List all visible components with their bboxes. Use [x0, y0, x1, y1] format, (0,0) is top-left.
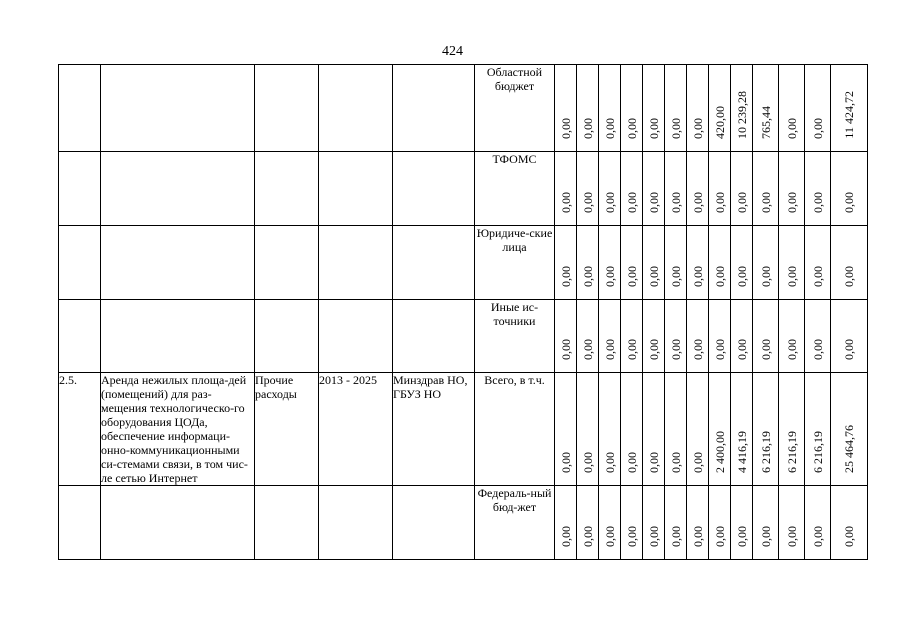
- value-text: 0,00: [602, 118, 617, 139]
- value-cell: [621, 65, 643, 152]
- value-text: 0,00: [558, 118, 573, 139]
- value-cell: [577, 486, 599, 560]
- value-cell: [599, 486, 621, 560]
- value-text: 0,00: [842, 266, 856, 287]
- value-cell: [753, 152, 779, 226]
- value-text: 0,00: [810, 192, 825, 213]
- value-cell: [577, 65, 599, 152]
- value-cell: [577, 373, 599, 486]
- value-text: 0,00: [624, 452, 639, 473]
- value-text: 0,00: [580, 526, 595, 547]
- event-name-cell: [101, 65, 255, 152]
- value-cell: [753, 65, 779, 152]
- expense-type-cell: [255, 226, 319, 300]
- value-cell: [665, 486, 687, 560]
- value-cell: [831, 65, 868, 152]
- value-cell: [555, 226, 577, 300]
- value-cell: [731, 152, 753, 226]
- value-cell: [577, 152, 599, 226]
- value-cell: [831, 152, 868, 226]
- value-text: 0,00: [646, 526, 661, 547]
- value-cell: [779, 373, 805, 486]
- value-text: 765,44: [758, 106, 773, 139]
- table-row: [59, 65, 868, 152]
- value-cell: [643, 152, 665, 226]
- value-cell: [687, 373, 709, 486]
- value-text: 0,00: [842, 339, 856, 360]
- value-text: 0,00: [558, 192, 573, 213]
- value-text: 0,00: [734, 339, 749, 360]
- value-text: 4 416,19: [734, 431, 749, 473]
- value-text: 0,00: [734, 266, 749, 287]
- funding-source-cell: Иные ис-точники: [475, 300, 555, 373]
- executor-cell: [393, 65, 475, 152]
- value-text: 0,00: [668, 339, 683, 360]
- expense-type-cell: [255, 152, 319, 226]
- value-text: 0,00: [602, 192, 617, 213]
- value-text: 0,00: [668, 526, 683, 547]
- value-text: 0,00: [602, 266, 617, 287]
- value-cell: [779, 226, 805, 300]
- funding-source-cell: ТФОМС: [475, 152, 555, 226]
- value-cell: [665, 152, 687, 226]
- value-text: 0,00: [624, 526, 639, 547]
- value-text: 0,00: [646, 452, 661, 473]
- value-text: 0,00: [734, 192, 749, 213]
- value-cell: [687, 152, 709, 226]
- period-cell: [319, 152, 393, 226]
- value-cell: [779, 65, 805, 152]
- value-text: 0,00: [558, 526, 573, 547]
- value-text: 0,00: [580, 266, 595, 287]
- value-text: 0,00: [810, 118, 825, 139]
- value-cell: [643, 226, 665, 300]
- value-cell: [665, 300, 687, 373]
- value-text: 6 216,19: [784, 431, 799, 473]
- event-name-cell: Аренда нежилых площа-дей (помещений) для раз-мещения технологическо-го оборудования ЦОДа, обеспечение информаци-онно-коммуникационными си-стемами связи, в том чис-ле сетью Интернет: [101, 373, 255, 486]
- value-cell: [643, 486, 665, 560]
- value-text: 0,00: [842, 192, 856, 213]
- value-cell: [831, 486, 868, 560]
- value-text: 0,00: [558, 266, 573, 287]
- value-text: 0,00: [580, 339, 595, 360]
- value-text: 0,00: [784, 526, 799, 547]
- value-cell: [709, 373, 731, 486]
- value-cell: [555, 373, 577, 486]
- value-cell: [665, 226, 687, 300]
- value-text: 0,00: [784, 339, 799, 360]
- value-cell: [709, 152, 731, 226]
- table-row: [59, 152, 868, 226]
- value-text: 0,00: [758, 192, 773, 213]
- value-text: 0,00: [712, 266, 727, 287]
- value-text: 0,00: [624, 118, 639, 139]
- value-text: 0,00: [690, 192, 705, 213]
- row-number-cell: [59, 226, 101, 300]
- value-text: 0,00: [690, 526, 705, 547]
- value-cell: [805, 300, 831, 373]
- page-number: 424: [442, 44, 463, 59]
- value-text: 25 464,76: [842, 425, 856, 473]
- value-cell: [555, 152, 577, 226]
- value-text: 0,00: [734, 526, 749, 547]
- value-text: 10 239,28: [734, 91, 749, 139]
- value-text: 0,00: [668, 192, 683, 213]
- value-text: 0,00: [646, 192, 661, 213]
- period-cell: 2013 - 2025: [319, 373, 393, 486]
- value-text: 0,00: [668, 266, 683, 287]
- period-cell: [319, 486, 393, 560]
- value-cell: [805, 226, 831, 300]
- event-name-cell: [101, 486, 255, 560]
- value-text: 0,00: [758, 526, 773, 547]
- value-cell: [621, 486, 643, 560]
- value-cell: [687, 226, 709, 300]
- value-cell: [709, 300, 731, 373]
- table-row: [59, 373, 868, 486]
- executor-cell: [393, 152, 475, 226]
- value-cell: [665, 373, 687, 486]
- value-cell: [731, 226, 753, 300]
- funding-source-cell: Юридиче-ские лица: [475, 226, 555, 300]
- expense-type-cell: [255, 486, 319, 560]
- funding-source-cell: Областной бюджет: [475, 65, 555, 152]
- table-row: [59, 226, 868, 300]
- value-text: 0,00: [558, 339, 573, 360]
- value-cell: [643, 65, 665, 152]
- row-number-cell: 2.5.: [59, 373, 101, 486]
- value-cell: [805, 65, 831, 152]
- value-cell: [731, 300, 753, 373]
- row-number-cell: [59, 486, 101, 560]
- value-cell: [779, 486, 805, 560]
- executor-cell: Минздрав НО, ГБУЗ НО: [393, 373, 475, 486]
- value-cell: [555, 65, 577, 152]
- value-text: 0,00: [580, 118, 595, 139]
- value-cell: [709, 486, 731, 560]
- value-cell: [621, 373, 643, 486]
- executor-cell: [393, 300, 475, 373]
- value-text: 0,00: [784, 192, 799, 213]
- expense-type-cell: [255, 300, 319, 373]
- value-text: 6 216,19: [758, 431, 773, 473]
- period-cell: [319, 226, 393, 300]
- event-name-cell: [101, 226, 255, 300]
- value-text: 0,00: [602, 526, 617, 547]
- row-number-cell: [59, 152, 101, 226]
- value-cell: [753, 300, 779, 373]
- value-cell: [621, 152, 643, 226]
- value-cell: [731, 65, 753, 152]
- value-cell: [577, 226, 599, 300]
- value-text: 0,00: [712, 526, 727, 547]
- value-cell: [687, 65, 709, 152]
- row-number-cell: [59, 65, 101, 152]
- event-name-cell: [101, 152, 255, 226]
- value-cell: [779, 300, 805, 373]
- period-cell: [319, 65, 393, 152]
- value-text: 0,00: [668, 452, 683, 473]
- value-text: 0,00: [690, 339, 705, 360]
- value-text: 0,00: [690, 452, 705, 473]
- value-text: 0,00: [758, 266, 773, 287]
- value-text: 11 424,72: [842, 91, 856, 139]
- value-cell: [687, 300, 709, 373]
- table-row: [59, 300, 868, 373]
- value-text: 0,00: [712, 339, 727, 360]
- value-cell: [753, 373, 779, 486]
- value-cell: [753, 486, 779, 560]
- value-text: 0,00: [646, 339, 661, 360]
- value-text: 0,00: [712, 192, 727, 213]
- value-cell: [599, 152, 621, 226]
- value-text: 0,00: [690, 266, 705, 287]
- expense-type-cell: Прочие расходы: [255, 373, 319, 486]
- budget-table: [58, 64, 868, 560]
- value-cell: [779, 152, 805, 226]
- value-text: 0,00: [784, 266, 799, 287]
- executor-cell: [393, 226, 475, 300]
- value-text: 0,00: [668, 118, 683, 139]
- value-text: 0,00: [646, 266, 661, 287]
- value-text: 6 216,19: [810, 431, 825, 473]
- value-cell: [621, 226, 643, 300]
- value-cell: [665, 65, 687, 152]
- value-text: 0,00: [580, 192, 595, 213]
- value-cell: [643, 300, 665, 373]
- value-text: 0,00: [784, 118, 799, 139]
- value-cell: [731, 486, 753, 560]
- value-text: 0,00: [810, 526, 825, 547]
- value-text: 0,00: [602, 452, 617, 473]
- value-cell: [805, 152, 831, 226]
- value-cell: [599, 65, 621, 152]
- value-cell: [643, 373, 665, 486]
- value-cell: [555, 300, 577, 373]
- value-cell: [577, 300, 599, 373]
- value-text: 0,00: [602, 339, 617, 360]
- value-text: 420,00: [712, 106, 727, 139]
- value-text: 0,00: [810, 339, 825, 360]
- value-text: 0,00: [558, 452, 573, 473]
- value-cell: [599, 300, 621, 373]
- value-cell: [555, 486, 577, 560]
- value-cell: [599, 373, 621, 486]
- value-cell: [621, 300, 643, 373]
- value-cell: [831, 373, 868, 486]
- value-text: 0,00: [646, 118, 661, 139]
- value-text: 0,00: [624, 339, 639, 360]
- value-cell: [709, 226, 731, 300]
- value-cell: [805, 486, 831, 560]
- table-row: [59, 486, 868, 560]
- value-text: 0,00: [842, 526, 856, 547]
- value-cell: [753, 226, 779, 300]
- value-cell: [831, 226, 868, 300]
- expense-type-cell: [255, 65, 319, 152]
- value-cell: [731, 373, 753, 486]
- value-text: 0,00: [758, 339, 773, 360]
- funding-source-cell: Федераль-ный бюд-жет: [475, 486, 555, 560]
- value-cell: [709, 65, 731, 152]
- value-cell: [831, 300, 868, 373]
- value-text: 0,00: [580, 452, 595, 473]
- value-text: 2 400,00: [712, 431, 727, 473]
- value-cell: [687, 486, 709, 560]
- funding-source-cell: Всего, в т.ч.: [475, 373, 555, 486]
- value-text: 0,00: [690, 118, 705, 139]
- event-name-cell: [101, 300, 255, 373]
- period-cell: [319, 300, 393, 373]
- value-text: 0,00: [624, 192, 639, 213]
- value-cell: [805, 373, 831, 486]
- executor-cell: [393, 486, 475, 560]
- value-cell: [599, 226, 621, 300]
- value-text: 0,00: [810, 266, 825, 287]
- value-text: 0,00: [624, 266, 639, 287]
- row-number-cell: [59, 300, 101, 373]
